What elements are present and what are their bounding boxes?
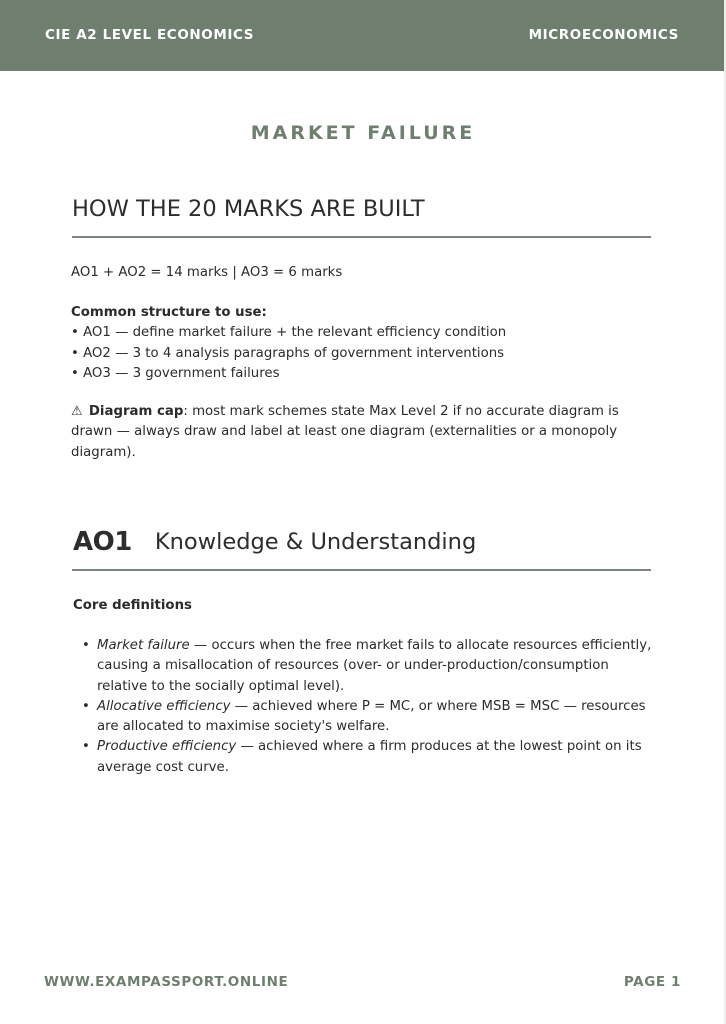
- section-divider: [72, 236, 651, 238]
- structure-item: • AO2 — 3 to 4 analysis paragraphs of government interventions: [71, 345, 505, 361]
- definition-text: — achieved where P = MC, or where MSB = MSC — resources are allocated to maximise society's welfare.: [97, 698, 646, 735]
- ao1-code: AO1: [73, 527, 132, 557]
- structure-item: • AO1 — define market failure + the relevant efficiency condition: [71, 325, 507, 341]
- ao1-title: Knowledge & Understanding: [154, 529, 477, 555]
- structure-item: • AO3 — 3 government failures: [71, 365, 280, 381]
- diagram-cap-note: [71, 402, 651, 463]
- core-definitions-label: Core definitions: [73, 598, 192, 613]
- section-divider: [72, 569, 651, 571]
- warning-icon: ⚠: [71, 404, 83, 419]
- page-title: MARKET FAILURE: [250, 122, 476, 144]
- diagram-cap-text: : most mark schemes state Max Level 2 if no accurate diagram is drawn — always draw and label at least one diagram (externalities or a monopoly diagram).: [71, 404, 619, 460]
- definition-text: — occurs when the free market fails to allocate resources efficiently, causing a misallocation of resources (over- or under-production/consumption relative to the socially optimal level).: [97, 638, 652, 694]
- bullet: •: [82, 638, 90, 653]
- page-header: [0, 0, 724, 71]
- definition-term: Market failure: [97, 638, 190, 653]
- bullet: •: [82, 739, 90, 755]
- definition-text: — achieved where a firm produces at the lowest point on its average cost curve.: [97, 739, 642, 775]
- structure-label: Common structure to use:: [71, 305, 267, 320]
- list-item: [73, 697, 653, 738]
- header-topic-label: MICROECONOMICS: [528, 27, 679, 43]
- ao1-heading: [73, 526, 476, 558]
- header-course-label: CIE A2 LEVEL ECONOMICS: [45, 27, 255, 43]
- bullet: •: [82, 698, 90, 714]
- definitions-list: [73, 636, 653, 778]
- structure-block: [71, 303, 661, 384]
- list-item: [73, 737, 653, 778]
- footer-website: WWW.EXAMPASSPORT.ONLINE: [44, 974, 289, 990]
- footer-page-number: PAGE 1: [623, 974, 681, 990]
- diagram-cap-label: Diagram cap: [88, 404, 184, 419]
- section-heading-marks: HOW THE 20 MARKS ARE BUILT: [72, 196, 425, 222]
- list-item: [73, 636, 653, 697]
- definition-term: Allocative efficiency: [97, 698, 231, 714]
- marks-breakdown: AO1 + AO2 = 14 marks | AO3 = 6 marks: [71, 265, 343, 280]
- definition-term: Productive efficiency: [97, 739, 237, 755]
